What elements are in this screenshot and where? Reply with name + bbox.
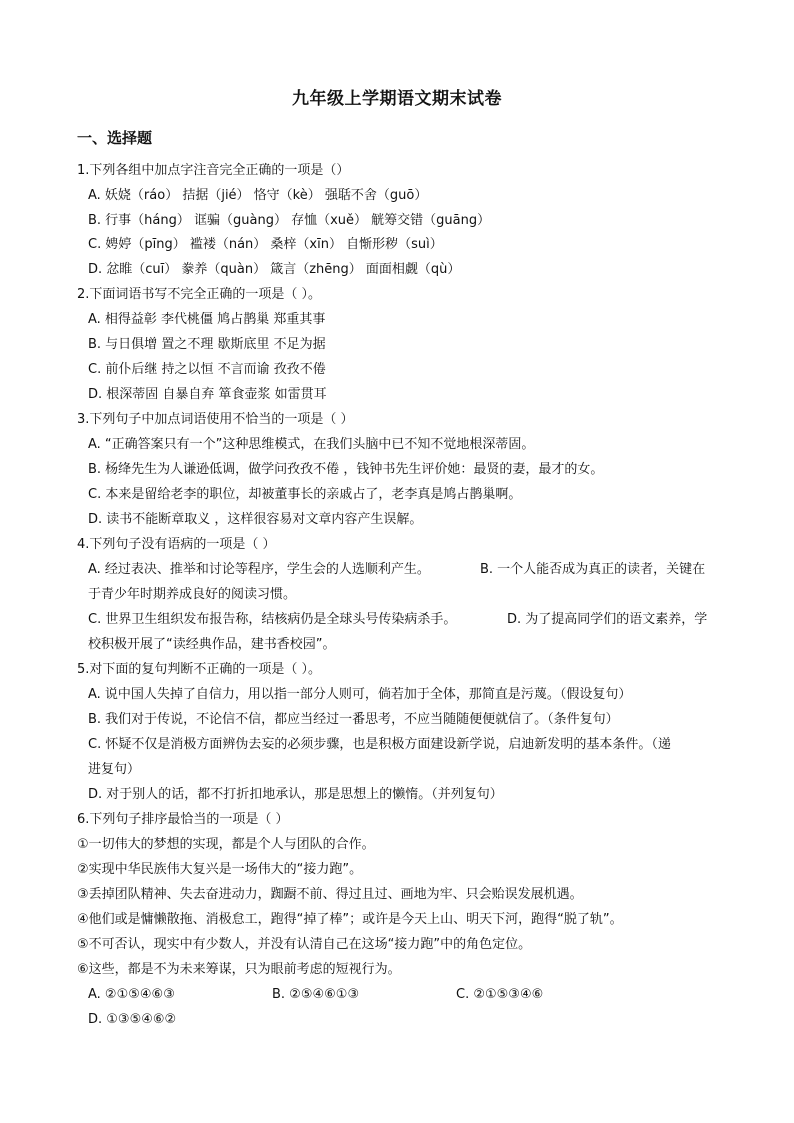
section-heading: 一、选择题 (77, 129, 153, 147)
question-5-option-c[interactable]: C. 怀疑不仅是消极方面辨伪去妄的必须步骤，也是积极方面建设新学说，启迪新发明的基本条件。（递 (88, 737, 671, 752)
question-4-option-d[interactable]: D. 为了提高同学们的语文素养，学 (507, 612, 708, 627)
question-2-option-b[interactable]: B. 与日俱增 置之不理 歇斯底里 不足为据 (88, 337, 326, 352)
question-6-sentence-1: ①一切伟大的梦想的实现，都是个人与团队的合作。 (77, 837, 375, 852)
question-6-stem: 6.下列句子排序最恰当的一项是（ ） (77, 812, 289, 827)
question-3-stem: 3.下列句子中加点词语使用不恰当的一项是（ ） (77, 412, 354, 427)
question-3-option-a[interactable]: A. “正确答案只有一个”这种思维模式，在我们头脑中已不知不觉地根深蒂固。 (88, 437, 535, 452)
question-1-option-d[interactable]: D. 忿睢（cuī） 豢养（quàn） 箴言（zhēng） 面面相觑（qù） (88, 262, 461, 277)
question-4-option-d-cont: 校积极开展了“读经典作品，建书香校园”。 (88, 637, 336, 652)
question-6-option-b[interactable]: B. ②⑤④⑥①③ (272, 987, 360, 1002)
question-5-option-a[interactable]: A. 说中国人失掉了自信力，用以指一部分人则可，倘若加于全体，那简直是污蔑。（假设复句） (88, 687, 632, 702)
question-5-option-c-cont: 进复句） (88, 762, 141, 777)
question-4-option-b-cont: 于青少年时期养成良好的阅读习惯。 (88, 587, 297, 602)
question-3-option-d[interactable]: D. 读书不能断章取义 ，这样很容易对文章内容产生误解。 (88, 512, 423, 527)
question-6-sentence-5: ⑤不可否认，现实中有少数人，并没有认清自己在这场“接力跑”中的角色定位。 (77, 937, 532, 952)
question-2-option-c[interactable]: C. 前仆后继 持之以恒 不言而谕 孜孜不倦 (88, 362, 326, 377)
question-3-option-b[interactable]: B. 杨绛先生为人谦逊低调，做学问孜孜不倦 ，钱钟书先生评价她：最贤的妻，最才的女。 (88, 462, 604, 477)
question-4-option-b[interactable]: B. 一个人能否成为真正的读者，关键在 (480, 562, 706, 577)
question-1-option-a[interactable]: A. 妖娆（ráo） 拮据（jié） 恪守（kè） 强聒不舍（guō） (88, 188, 428, 203)
question-2-option-d[interactable]: D. 根深蒂固 自暴自弃 箪食壶浆 如雷贯耳 (88, 387, 327, 402)
question-4-stem: 4.下列句子没有语病的一项是（ ） (77, 537, 276, 552)
question-2-stem: 2.下面词语书写不完全正确的一项是（ ）。 (77, 287, 322, 302)
question-5-stem: 5.对下面的复句判断不正确的一项是（ ）。 (77, 662, 322, 677)
page-title: 九年级上学期语文期末试卷 (292, 89, 502, 109)
question-5-option-d[interactable]: D. 对于别人的话，都不打折扣地承认，那是思想上的懒惰。（并列复句） (88, 787, 503, 802)
question-3-option-c[interactable]: C. 本来是留给老李的职位，却被董事长的亲戚占了，老李真是鸠占鹊巢啊。 (88, 487, 522, 502)
question-6-sentence-4: ④他们或是慵懒散拖、消极怠工，跑得“掉了棒”；或许是今天上山、明天下河，跑得“脱了轨”。 (77, 912, 623, 927)
question-4-option-c[interactable]: C. 世界卫生组织发布报告称，结核病仍是全球头号传染病杀手。 (88, 612, 457, 627)
question-6-sentence-2: ②实现中华民族伟大复兴是一场伟大的“接力跑”。 (77, 862, 363, 877)
question-1-option-c[interactable]: C. 娉婷（pīng） 褴褛（nán） 桑梓（xīn） 自惭形秽（suì） (88, 237, 443, 252)
question-6-sentence-6: ⑥这些，都是不为未来筹谋，只为眼前考虑的短视行为。 (77, 962, 401, 977)
question-1-stem: 1.下列各组中加点字注音完全正确的一项是（） (77, 163, 350, 178)
question-6-option-a[interactable]: A. ②①⑤④⑥③ (88, 987, 175, 1002)
question-2-option-a[interactable]: A. 相得益彰 李代桃僵 鸠占鹊巢 郑重其事 (88, 312, 326, 327)
question-6-sentence-3: ③丢掉团队精神、失去奋进动力，踟蹰不前、得过且过、画地为牢、只会贻误发展机遇。 (77, 887, 583, 902)
question-1-option-b[interactable]: B. 行事（háng） 诓骗（guàng） 存恤（xuě） 觥筹交错（guāng） (88, 213, 491, 228)
question-5-option-b[interactable]: B. 我们对于传说，不论信不信，都应当经过一番思考，不应当随随便便就信了。（条件复句） (88, 712, 619, 727)
question-4-option-a[interactable]: A. 经过表决、推举和讨论等程序，学生会的人选顺利产生。 (88, 562, 430, 577)
question-6-option-c[interactable]: C. ②①⑤③④⑥ (456, 987, 544, 1002)
question-6-option-d[interactable]: D. ①③⑤④⑥② (88, 1012, 177, 1027)
